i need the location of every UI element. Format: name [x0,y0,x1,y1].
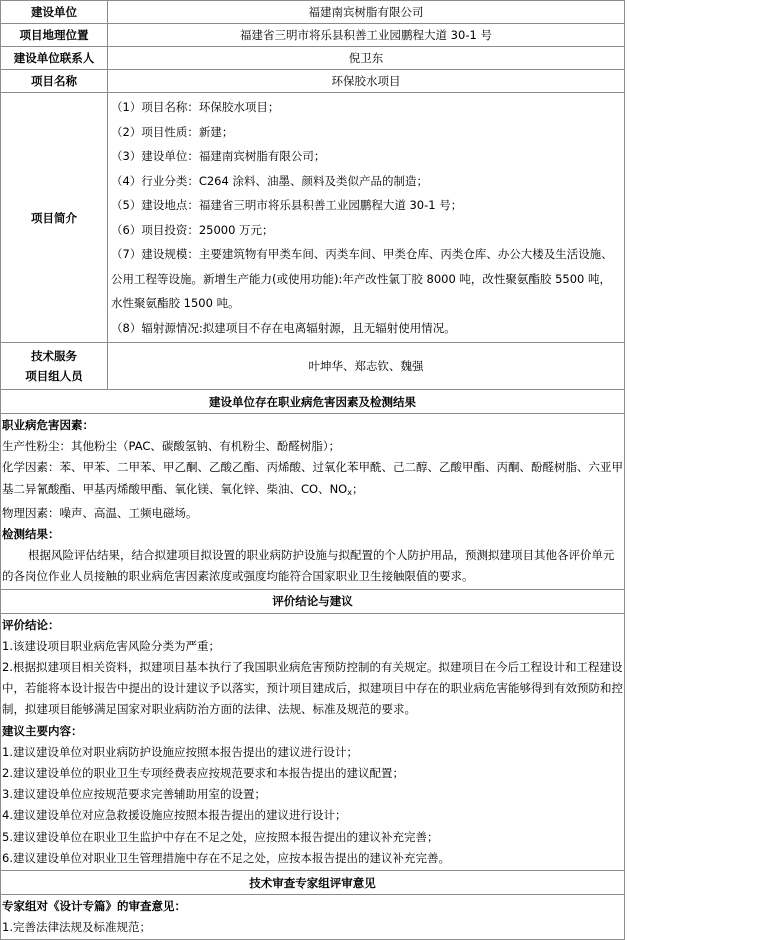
row-evaluation-title [1,589,625,613]
intro-item: （2）项目性质：新建； [111,124,234,139]
hazard-physical: 物理因素：噪声、高温、工频电磁场。 [2,505,198,520]
intro-item: （5）建设地点：福建省三明市将乐县积善工业园鹏程大道 30-1 号； [111,198,463,212]
hazard-chemical-subscript: x [347,487,352,497]
conclusion-heading: 评价结论： [2,617,60,632]
row-tech-service [1,343,625,390]
hazard-factors-heading: 职业病危害因素： [2,418,94,432]
intro-item: （4）行业分类：C264 涂料、油墨、颜料及类似产品的制造； [111,173,428,188]
hazard-dust: 生产性粉尘：其他粉尘（PAC、碳酸氢钠、有机粉尘、酚醛树脂）； [2,439,341,454]
hazards-content [1,414,625,590]
suggestion-item: 6.建议建设单位对职业卫生管理措施中存在不足之处，应按本报告提出的建议补充完善。 [2,850,450,865]
results-text: 根据风险评估结果，结合拟建项目拟设置的职业病防护设施与拟配置的个人防护用品，预测拟建项目其他各评价单元的各岗位作业人员接触的职业病危害因素浓度或强度均能符合国家职业卫生接触限值的要求。 [2,548,615,584]
intro-item: （3）建设单位：福建南宾树脂有限公司； [111,149,326,163]
label-project-location: 项目地理位置 [1,24,108,47]
row-review-body [1,895,625,940]
section-title-review: 技术审查专家组评审意见 [1,871,625,895]
value-contact-person: 倪卫东 [108,47,625,70]
hazard-chemical-end: ； [351,481,364,496]
suggestion-item: 3.建议建设单位应按规范要求完善辅助用室的设置； [2,787,266,802]
label-project-name: 项目名称 [1,70,108,93]
suggestion-item: 5.建议建设单位在职业卫生监护中存在不足之处，应按照本报告提出的建议补充完善； [2,829,439,844]
value-project-location: 福建省三明市将乐县积善工业园鹏程大道 30-1 号 [108,24,625,47]
suggestion-item: 4.建议建设单位对应急救援设施应按照本报告提出的建议进行设计； [2,808,347,823]
label-contact-person: 建设单位联系人 [1,47,108,70]
row-evaluation-body [1,613,625,870]
label-project-intro: 项目简介 [1,93,108,343]
hazard-chemical-text: 化学因素：苯、甲苯、二甲苯、甲乙酮、乙酸乙酯、丙烯酸、过氧化苯甲酰、己二醇、乙酸甲酯、丙酮、酚醛树脂、六亚甲基二异氰酸酯、甲基丙烯酸甲酯、氧化镁、氧化锌、柴油、CO、NO [2,460,623,496]
label-construction-unit: 建设单位 [1,1,108,24]
conclusion-item: 2.根据拟建项目相关资料，拟建项目基本执行了我国职业病危害预防控制的有关规定。拟建项目在今后工程设计和工程建设中，若能将本设计报告中提出的设计建议予以落实，预计项目建成后，拟建项目中存在的职业病危害能够得到有效预防和控制，拟建项目能够满足国家对职业病防治方面的法律、法规、标准及规范的要求。 [2,660,623,717]
row-hazards-body [1,414,625,590]
tech-label-line2: 项目组人员 [25,369,83,383]
intro-item: （6）项目投资：25000 万元； [111,222,274,237]
results-heading: 检测结果： [2,527,60,542]
section-title-hazards: 建设单位存在职业病危害因素及检测结果 [1,390,625,414]
row-hazards-title [1,390,625,414]
review-content [1,895,625,940]
intro-item: （1）项目名称：环保胶水项目； [111,100,280,114]
review-heading: 专家组对《设计专篇》的审查意见： [2,899,186,914]
value-project-name: 环保胶水项目 [108,70,625,93]
label-tech-service [1,343,108,390]
project-intro-content [108,93,625,343]
value-construction-unit: 福建南宾树脂有限公司 [108,1,625,24]
hazard-chemical [2,457,623,502]
row-project-name [1,70,625,93]
conclusion-item: 1.该建设项目职业病危害风险分类为严重； [2,638,220,653]
intro-item: （8）辐射源情况:拟建项目不存在电离辐射源，且无辐射使用情况。 [111,320,456,335]
row-construction-unit [1,1,625,24]
section-title-evaluation: 评价结论与建议 [1,589,625,613]
suggestion-item: 1.建议建设单位对职业病防护设施应按照本报告提出的建议进行设计； [2,744,358,759]
suggest-heading: 建议主要内容： [2,723,83,738]
row-project-location [1,24,625,47]
row-project-intro [1,93,625,343]
intro-item: （7）建设规模：主要建筑物有甲类车间、丙类车间、甲类仓库、丙类仓库、办公大楼及生活设施、公用工程等设施。新增生产能力(或使用功能):年产改性氯丁胶 8000 吨，改性聚氨酯胶 5500 吨，水性聚氨酯胶 1500 吨。 [111,247,613,310]
row-review-title [1,871,625,895]
value-tech-staff: 叶坤华、郑志钦、魏强 [108,343,625,390]
tech-label-line1: 技术服务 [31,349,77,363]
suggestion-item: 2.建议建设单位的职业卫生专项经费表应按规范要求和本报告提出的建议配置； [2,766,404,781]
evaluation-content [1,613,625,870]
row-contact-person [1,47,625,70]
review-item: 1.完善法律法规及标准规范； [2,920,151,935]
